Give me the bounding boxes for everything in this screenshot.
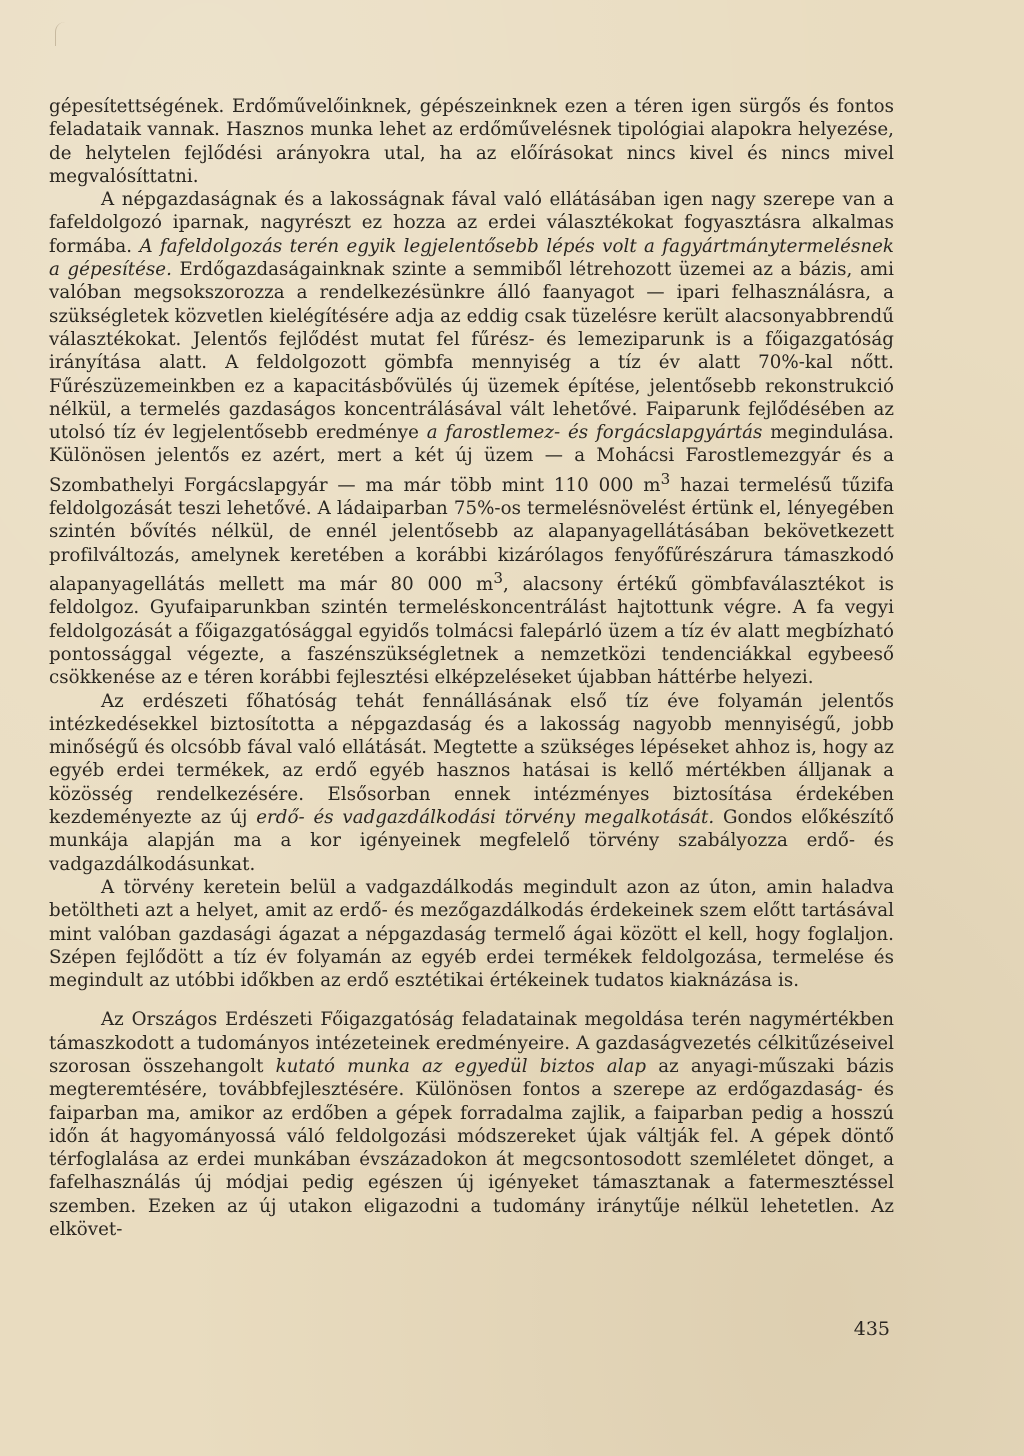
paragraph-3: Az erdészeti főhatóság tehát fennállásának első tíz éve folyamán jelentős intézkedésekkel biztosította a népgazdaság és a lakosság nagyobb mennyiségű, jobb minőségű és olcsóbb fával való ellátását. Megtette a szükséges lépéseket ahhoz is, hogy az egyéb erdei termékek, az erdő egyéb hasznos hatásai is kellő mértékben álljanak a közösség rendelkezésére. Elsősorban ennek intézményes biztosítása érdekében kezdeményezte az új erdő- és vadgazdálkodási törvény megalkotását. Gondos előkészítő munkája alapján ma a kor igényeinek megfelelő törvény szabályozza erdő- és vadgazdálkodásunkat. xyxy=(49,690,894,875)
paper-mark xyxy=(55,22,66,46)
page-number: 435 xyxy=(853,1318,890,1340)
paragraph-2: A népgazdaságnak és a lakosságnak fával való ellátásában igen nagy szerepe van a fafeldolgozó iparnak, nagyrészt ez hozza az erdei választékokat fogyasztásra alkalmas formába. A fafeldolgozás terén egyik legjelentősebb lépés volt a fagyártmánytermelésnek a gépesítése. Erdőgazdaságainknak szinte a semmiből létrehozott üzemei az a bázis, ami valóban megsokszorozza a rendelkezésünkre álló faanyagot — ipari felhasználásra, a szükségletek közvetlen kielégítésére adja az eddig csak tüzelésre került alacsonyabbrendű választékokat. Jelentős fejlődést mutat fel fűrész- és lemeziparunk is a főigazgatóság irányítása alatt. A feldolgozott gömbfa mennyiség a tíz év alatt 70%-kal nőtt. Fűrészüzemeinkben ez a kapacitásbővülés új üzemek építése, jelentősebb rekonstrukció nélkül, a termelés gazdaságos koncentrálásával vált lehetővé. Faiparunk fejlődésében az utolsó tíz év legjelentősebb eredménye a farostlemez- és forgácslapgyártás megindulása. Különösen jelentős ez azért, mert a két új üzem — a Mohácsi Farostlemezgyár és a Szombathelyi Forgácslapgyár — ma már több mint 110 000 $m^3$ hazai termelésű tűzifa feldolgozását teszi lehetővé. A ládaiparban 75%-os termelésnövelést értünk el, lényegében szintén bővítés nélkül, de ennél jelentősebb az alapanyagellátásában bekövetkezett profilváltozás, amelynek keretében a korábbi kizárólagos fenyőfűrészárura támaszkodó alapanyagellátás mellett ma már 80 000 $m^3$, alacsony értékű gömbfaválasztékot is feldolgoz. Gyufaiparunkban szintén termeléskoncentrálást hajtottunk végre. A fa vegyi feldolgozását a főigazgatósággal egyidős tolmácsi falepárló üzem a tíz év alatt megbízható pontossággal végezte, a faszénszükségletnek a nemzetközi tendenciákkal egybeeső csökkenése az e téren korábbi fejlesztési elképzeléseket újabban háttérbe helyezi. xyxy=(49,189,895,689)
paragraph-5: Az Országos Erdészeti Főigazgatóság feladatainak megoldása terén nagymértékben támaszkodott a tudományos intézeteinek eredményeire. A gazdaságvezetés célkitűzéseivel szorosan összehangolt kutató munka az egyedül biztos alap az anyagi-műszaki bázis megteremtésére, továbbfejlesztésére. Különösen fontos a szerepe az erdőgazdaság- és faiparban ma, amikor az erdőben a gépek forradalma zajlik, a faiparban pedig a hosszú időn át hagyományossá váló feldolgozási módszereket újak váltják fel. A gépek döntő térfoglalása az erdei munkában évszázadokon át megcsontosodott szemléletet dönget, a fafelhasználás új módjai pedig egészen új igényeket támasztanak a fatermesztéssel szemben. Ezeken az új utakon eligazodni a tudomány iránytűje nélkül lehetetlen. Az elkövet- xyxy=(49,1009,894,1241)
page-body xyxy=(49,95,894,1241)
paragraph-1: gépesítettségének. Erdőművelőinknek, gépészeinknek ezen a téren igen sürgős és fontos feladataik vannak. Hasznos munka lehet az erdőművelésnek tipológiai alapokra helyezése, de helytelen fejlődési arányokra utal, ha az előírásokat nincs kivel és nincs mivel megvalósíttatni. xyxy=(49,96,894,187)
paragraph-4: A törvény keretein belül a vadgazdálkodás megindult azon az úton, amin haladva betöltheti azt a helyet, amit az erdő- és mezőgazdálkodás érdekeinek szem előtt tartásával mint valóban gazdasági ágazat a népgazdaság termelő ágai között el kell, hogy foglaljon. Szépen fejlődött a tíz év folyamán az egyéb erdei termékek feldolgozása, termelése és megindult az utóbbi időkben az erdő esztétikai értékeinek tudatos kiaknázása is. xyxy=(49,876,894,992)
